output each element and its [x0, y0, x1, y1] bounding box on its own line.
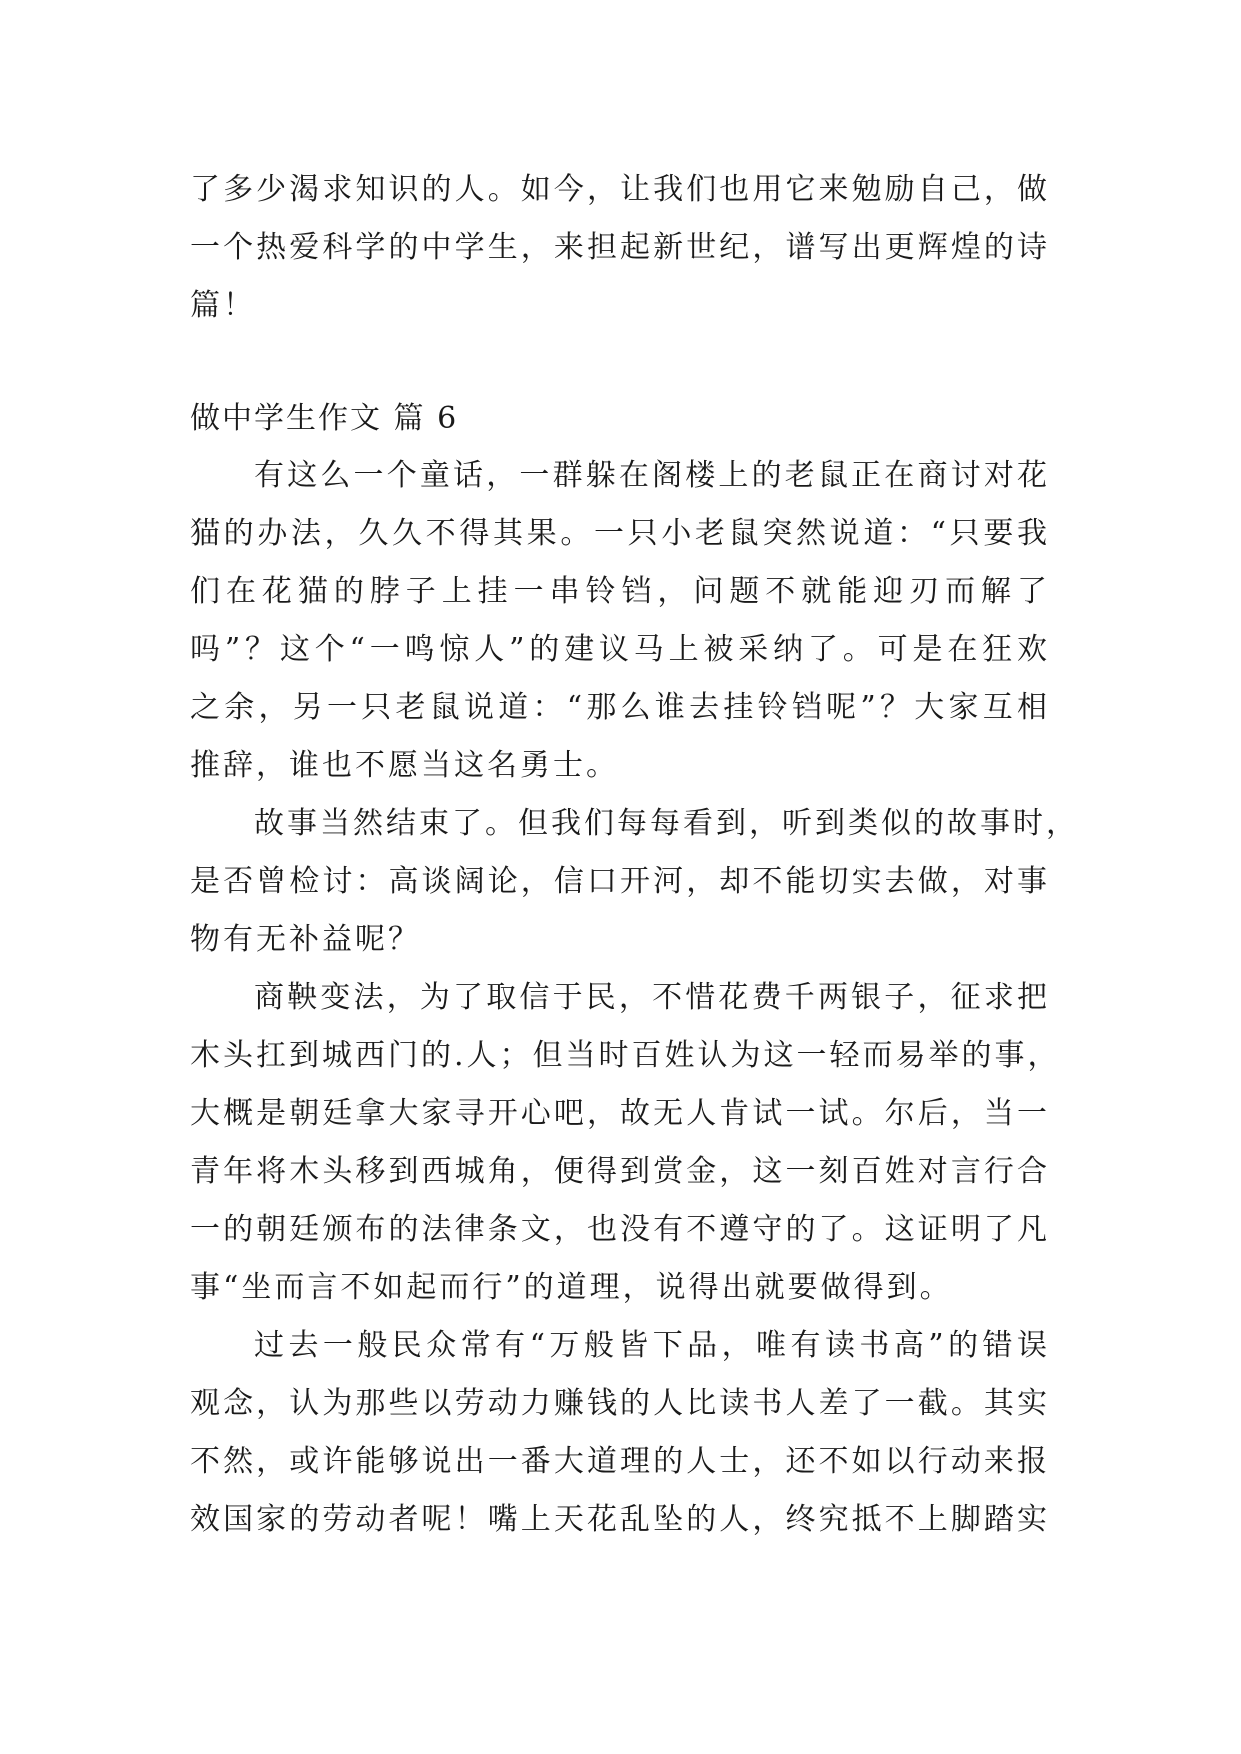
text-line: 木头扛到城西门的.人；但当时百姓认为这一轻而易举的事， — [190, 1038, 1061, 1073]
text-line: 吗”？这个“一鸣惊人”的建议马上被采纳了。可是在狂欢 — [190, 632, 1050, 667]
intro-paragraph — [190, 161, 1050, 335]
text-line: 过去一般民众常有“万般皆下品，唯有读书高”的错误 — [254, 1328, 1050, 1363]
text-line: 观念，认为那些以劳动力赚钱的人比读书人差了一截。其实 — [190, 1386, 1050, 1421]
text-line: 大概是朝廷拿大家寻开心吧，故无人肯试一试。尔后，当一 — [190, 1096, 1050, 1131]
text-line: 之余，另一只老鼠说道：“那么谁去挂铃铛呢”？大家互相 — [190, 690, 1050, 725]
text-line: 事“坐而言不如起而行”的道理，说得出就要做得到。 — [190, 1270, 953, 1305]
text-line: 了多少渴求知识的人。如今，让我们也用它来勉励自己，做 — [190, 172, 1050, 207]
text-line: 不然，或许能够说出一番大道理的人士，还不如以行动来报 — [190, 1444, 1050, 1479]
text-line: 有这么一个童话，一群躲在阁楼上的老鼠正在商讨对花 — [254, 458, 1050, 493]
text-line: 一的朝廷颁布的法律条文，也没有不遵守的了。这证明了凡 — [190, 1212, 1050, 1247]
text-line: 物有无补益呢？ — [190, 922, 421, 957]
body-text — [190, 447, 1079, 1549]
section-heading: 做中学生作文 篇 6 — [190, 401, 459, 436]
text-line: 猫的办法，久久不得其果。一只小老鼠突然说道：“只要我 — [190, 516, 1050, 551]
text-line: 一个热爱科学的中学生，来担起新世纪，谱写出更辉煌的诗 — [190, 230, 1050, 265]
text-line: 商鞅变法，为了取信于民，不惜花费千两银子，征求把 — [254, 980, 1050, 1015]
text-line: 篇！ — [190, 288, 256, 323]
text-line: 效国家的劳动者呢！嘴上天花乱坠的人，终究抵不上脚踏实 — [190, 1502, 1050, 1537]
text-line: 青年将木头移到西城角，便得到赏金，这一刻百姓对言行合 — [190, 1154, 1050, 1189]
text-line: 们在花猫的脖子上挂一串铃铛，问题不就能迎刃而解了 — [190, 574, 1050, 609]
text-line: 推辞，谁也不愿当这名勇士。 — [190, 748, 619, 783]
text-line: 是否曾检讨：高谈阔论，信口开河，却不能切实去做，对事 — [190, 864, 1050, 899]
text-line: 故事当然结束了。但我们每每看到，听到类似的故事时， — [254, 806, 1079, 841]
